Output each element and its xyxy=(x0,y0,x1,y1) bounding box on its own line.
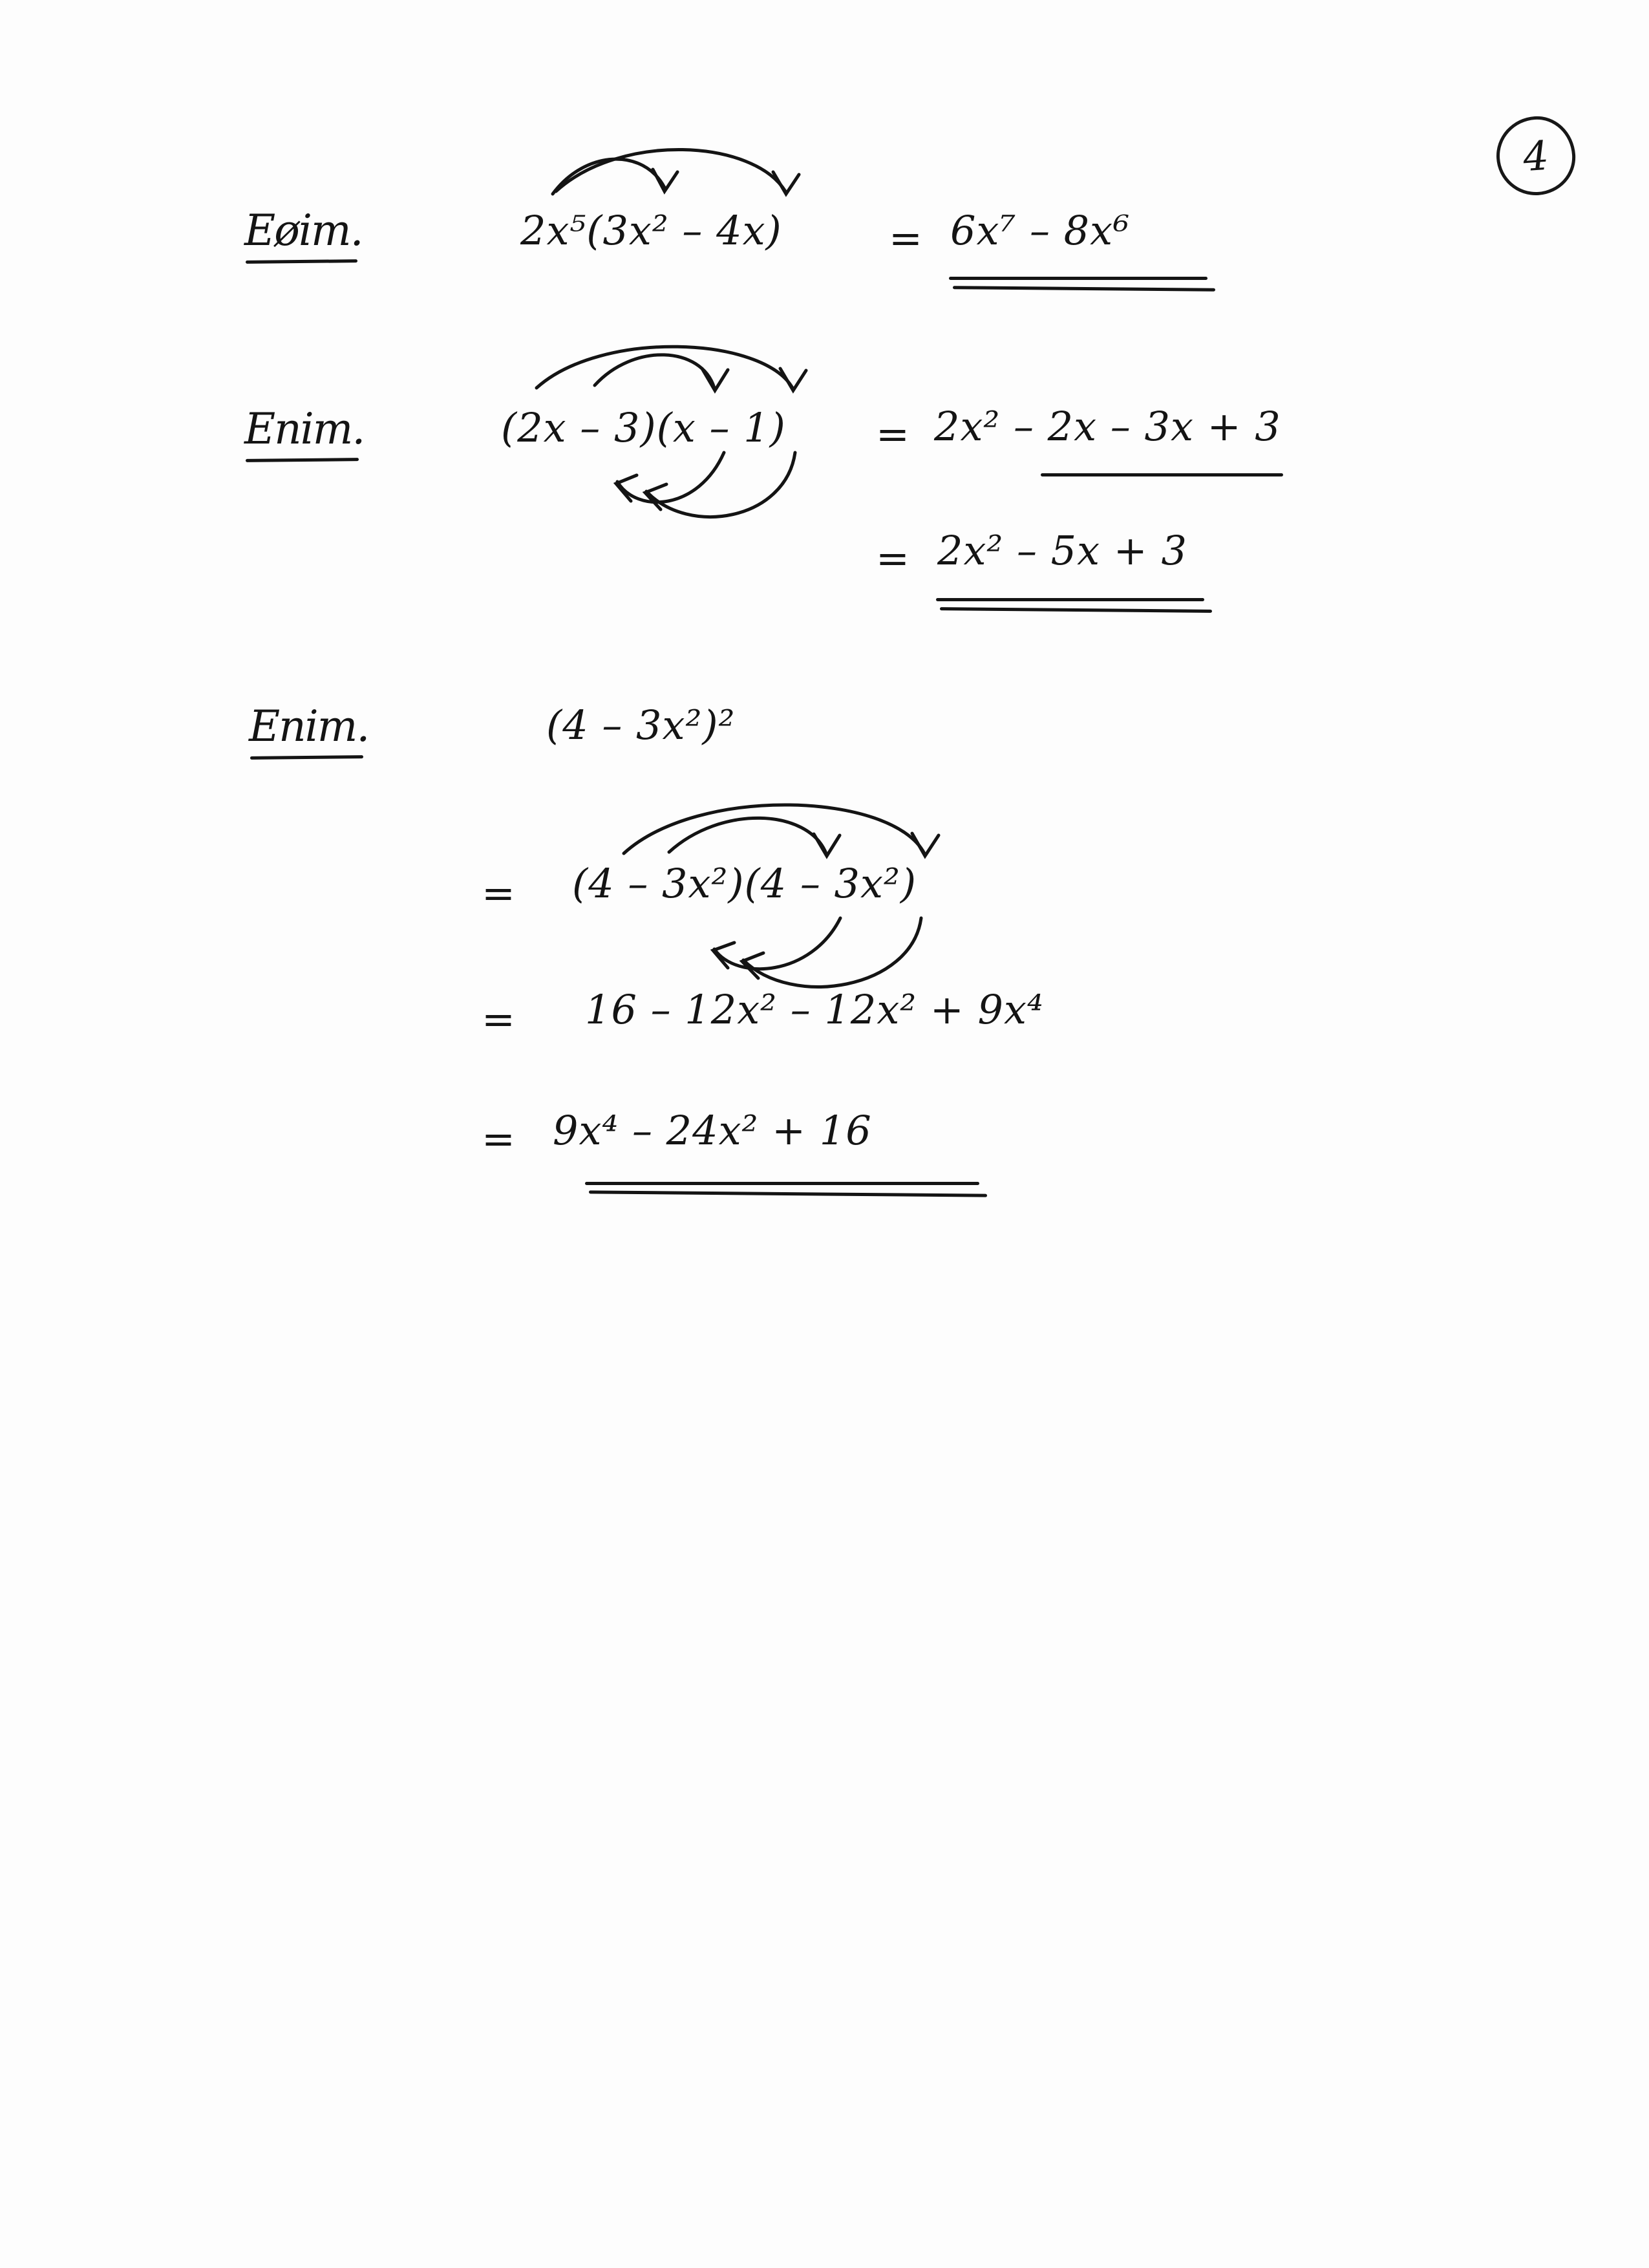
problem-3-arrow-inner-bottom xyxy=(713,918,840,969)
problem-1-step-1-relation: = xyxy=(889,215,922,262)
page-number-badge xyxy=(1494,114,1578,198)
problem-3-step-1-value: (4 – 3x²)(4 – 3x²) xyxy=(572,860,917,907)
problem-3-label: Enim. xyxy=(249,701,369,751)
problem-3-arrow-outer-top xyxy=(624,805,939,856)
problem-3-answer-underline xyxy=(585,1182,979,1185)
problem-2-step-1-relation: = xyxy=(876,411,910,458)
problem-2-arrow-inner-top xyxy=(595,355,728,390)
problem-2-step-2-relation: = xyxy=(876,535,910,582)
problem-2-answer-underline xyxy=(936,598,1204,601)
problem-2-step-2-value: 2x² – 5x + 3 xyxy=(937,527,1187,574)
problem-1-arrow-2 xyxy=(556,149,799,194)
problem-3-step-2-value: 16 – 12x² – 12x² + 9x⁴ xyxy=(585,986,1044,1033)
problem-2-step-1-underline xyxy=(1041,473,1283,476)
problem-2-expression: (2x – 3)(x – 1) xyxy=(501,404,786,451)
page-number-value: 4 xyxy=(1521,131,1551,180)
problem-2-arrow-inner-bottom xyxy=(616,453,724,502)
problem-3-step-3-value: 9x⁴ – 24x² + 16 xyxy=(553,1107,872,1154)
problem-3-step-3-relation: = xyxy=(482,1115,515,1162)
problem-3-arrow-outer-bottom xyxy=(742,918,921,987)
problem-3-step-1-relation: = xyxy=(482,870,515,917)
problem-3-step-2-relation: = xyxy=(482,996,515,1043)
problem-1-arrow-1 xyxy=(553,159,677,194)
problem-2-arrow-outer-top xyxy=(537,347,806,390)
problem-1-step-1-value: 6x⁷ – 8x⁶ xyxy=(950,207,1130,254)
problem-3-expression: (4 – 3x²)² xyxy=(546,701,736,749)
problem-2-arrow-outer-bottom xyxy=(645,453,795,517)
problem-2-step-1-value: 2x² – 2x – 3x + 3 xyxy=(934,403,1281,450)
problem-1-label: Eøim. xyxy=(244,206,363,255)
problem-1-answer-underline xyxy=(949,277,1207,280)
problem-1-expression: 2x⁵(3x² – 4x) xyxy=(520,207,782,254)
problem-3-arrow-inner-top xyxy=(669,818,840,856)
problem-2-label: Enim. xyxy=(244,404,365,454)
